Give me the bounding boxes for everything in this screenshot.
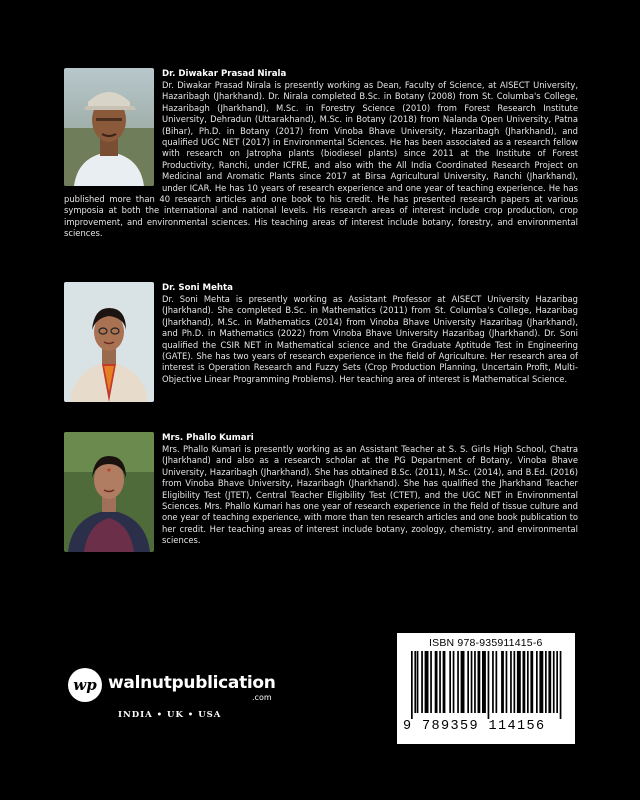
barcode-bar <box>482 651 486 713</box>
author-photo-mehta <box>64 282 154 402</box>
author-block-mehta <box>64 282 578 404</box>
barcode-bar <box>467 651 469 713</box>
barcode-bar <box>411 651 413 719</box>
barcode-bar <box>545 651 547 713</box>
barcode-bar <box>517 651 521 713</box>
barcode-bars <box>403 651 569 719</box>
publisher-domain-suffix: .com <box>252 693 272 702</box>
barcode-bar <box>457 651 459 713</box>
barcode-bar <box>443 651 446 713</box>
barcode-bar <box>425 651 429 713</box>
walnut-logo-icon: wp <box>68 668 102 702</box>
author-block-kumari <box>64 432 578 554</box>
barcode-bar <box>510 651 512 713</box>
barcode-bar <box>523 651 526 713</box>
barcode-bar <box>449 651 451 713</box>
publisher-logo <box>68 668 278 728</box>
author-bio: Mrs. Phallo Kumari is presently working as an Assistant Teacher at S. S. Girls High School, Chatra (Jharkhand) and also as a research scholar at the PG Department of Botany, Vinoba Bhave University, Hazaribagh (Jharkhand). She has obtained B.Sc. (2011), M.Sc. (2014), and B.Ed. (2016) from Vinoba Bhave University, Hazaribagh (Jharkhand). She has qualified the Jharkhand Teacher Eligibility Test (JTET), Central Teacher Eligibility Test (CTET), and the UGC NET in Environmental Sciences. Mrs. Phallo Kumari has one year of research experience in the field of tissue culture and one year of teaching experience, with more than ten research articles and one book publication to her credit. Her teaching areas of interest include botany, zoology, chemistry, and environmental sciences. <box>162 444 578 546</box>
barcode-bar <box>474 651 476 713</box>
barcode-bar <box>435 651 438 713</box>
barcode-digits: 9 789359 114156 <box>403 719 546 734</box>
publisher-name: walnutpublication <box>108 673 276 693</box>
barcode-bar <box>461 651 465 713</box>
barcode-bar <box>527 651 529 713</box>
author-bio: Dr. Diwakar Prasad Nirala is presently working as Dean, Faculty of Science, at AISECT University, Hazaribagh (Jharkhand). Dr. Nirala completed B.Sc. in Botany (2008) from St. Columba's College, Hazaribagh (Jharkhand), M.Sc. in Forestry Science (2010) from Forest Research Institute University, Dehradun (Uttarakhand), M.Sc. in Botany (2018) from Nalanda Open University, Patna (Bihar), Ph.D. in Botany (2017) from Vinoba Bhave University, Hazaribagh (Jharkhand), and qualified UGC NET (2017) in Environmental Sciences. He has been associated as a research fellow with research on Jatropha plants (biodiesel plants) since 2011 at the Institute of Forest Productivity, Ranchi, under ICFRE, and also with the All India Coordinated Research Project on Medicinal and Aromatic Plants since 2017 at Birsa Agricultural University, Ranchi (Jharkhand), under ICAR. He has 10 years of research experience and one year of teaching experience. He has published more than 40 research articles and one book to his credit. He has presented research papers at various symposia at both the international and national levels. His research areas of interest include crop production, crop improvement, and environmental sciences. His teaching areas of interest include botany, forestry, and environmental sciences. <box>64 80 578 239</box>
author-name: Dr. Diwakar Prasad Nirala <box>162 69 287 79</box>
barcode-bar <box>501 651 504 713</box>
barcode-bar <box>514 651 516 713</box>
barcode-bar <box>536 651 538 713</box>
author-name: Mrs. Phallo Kumari <box>162 433 254 443</box>
barcode-bar <box>530 651 533 713</box>
barcode-bar <box>471 651 473 713</box>
author-name: Dr. Soni Mehta <box>162 283 233 293</box>
barcode-bar <box>548 651 551 713</box>
publisher-regions: INDIA • UK • USA <box>118 710 222 720</box>
barcode-bar <box>421 651 423 713</box>
author-photo-nirala <box>64 68 154 186</box>
barcode-bar <box>478 651 481 713</box>
barcode-bar <box>430 651 432 713</box>
barcode-bar <box>417 651 419 713</box>
barcode-bar <box>453 651 455 713</box>
barcode-bar <box>414 651 416 713</box>
barcode-bar <box>492 651 494 713</box>
author-block-nirala <box>64 68 578 240</box>
barcode-bar <box>560 651 562 719</box>
author-photo-kumari <box>64 432 154 552</box>
barcode-bar <box>553 651 555 713</box>
barcode-bar <box>506 651 508 713</box>
barcode-bar <box>439 651 441 713</box>
barcode-bar <box>496 651 498 713</box>
barcode-bar <box>556 651 558 713</box>
isbn-label: ISBN 978-935911415-6 <box>429 637 543 649</box>
isbn-barcode <box>397 633 575 744</box>
barcode-bar <box>488 651 490 719</box>
author-bio: Dr. Soni Mehta is presently working as Assistant Professor at AISECT University Hazaribag (Jharkhand). She completed B.Sc. in Mathematics (2011) from St. Columba's College, Hazaribag (Jharkhand), M.Sc. in Mathematics (2014) from Vinoba Bhave University Hazaribag (Jharkhand), and Ph.D. in Mathematics (2022) from Vinoba Bhave University Hazaribag (Jharkhand). Dr. Soni qualified the CSIR NET in Mathematical science and the Graduate Aptitude Test in Engineering (GATE). She has two years of research experience in the field of Agriculture. Her research area of interest is Operation Research and Fuzzy Sets (Crop Production Planning, Uncertain Profit, Multi-Objective Linear Programming Problems). Her teaching area of interest is Mathematical Science. <box>162 294 578 384</box>
barcode-bar <box>539 651 543 713</box>
